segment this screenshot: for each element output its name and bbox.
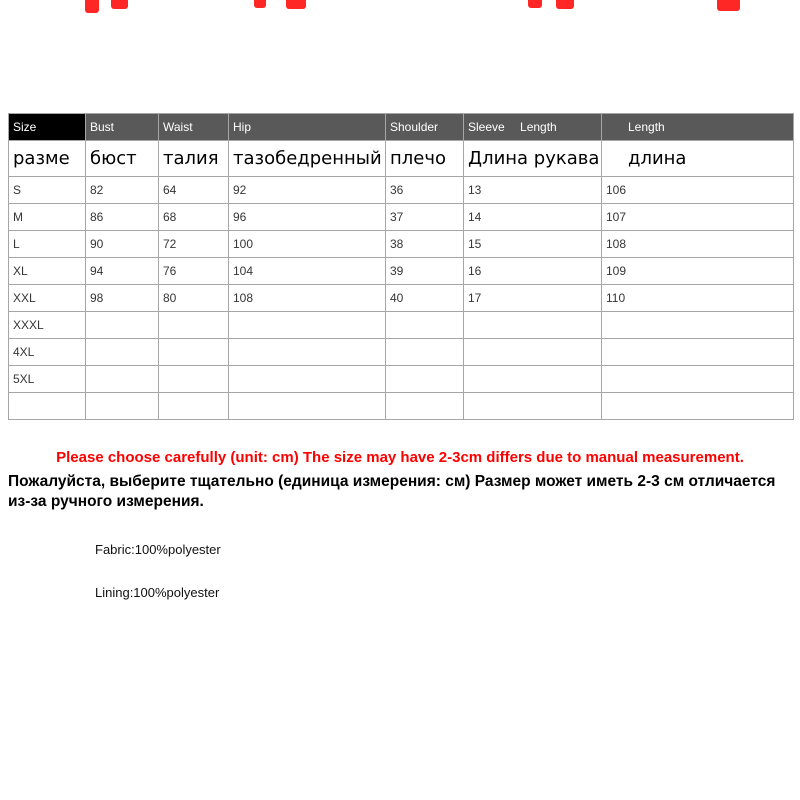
measurement-cell: 36 [386, 177, 464, 204]
measurement-cell [464, 339, 602, 366]
size-label-cell: XXL [9, 285, 86, 312]
measurement-cell: 16 [464, 258, 602, 285]
measurement-cell: 39 [386, 258, 464, 285]
col-header-size: Size [9, 114, 86, 141]
measurement-cell [386, 393, 464, 420]
table-row [9, 204, 794, 231]
measurement-cell: 86 [86, 204, 159, 231]
measurement-cell: 13 [464, 177, 602, 204]
measurement-cell [386, 339, 464, 366]
measurement-cell: 64 [159, 177, 229, 204]
measurement-cell [159, 339, 229, 366]
subheader-sleeve-length-ru: Длина рукава [464, 141, 602, 177]
size-label-cell: XL [9, 258, 86, 285]
measurement-cell [464, 393, 602, 420]
col-header-bust: Bust [86, 114, 159, 141]
measurement-cell [159, 312, 229, 339]
measurement-cell [386, 312, 464, 339]
measurement-cell: 108 [229, 285, 386, 312]
col-header-shoulder: Shoulder [386, 114, 464, 141]
measurement-cell: 109 [602, 258, 794, 285]
subheader-hip-ru: тазобедренный [229, 141, 386, 177]
measurement-cell: 68 [159, 204, 229, 231]
measurement-cell: 40 [386, 285, 464, 312]
header-row-en [9, 114, 794, 141]
cropped-text-fragment [254, 0, 266, 8]
measurement-cell: 37 [386, 204, 464, 231]
measurement-cell [602, 339, 794, 366]
table-row [9, 393, 794, 420]
measurement-cell: 106 [602, 177, 794, 204]
measurement-cell [86, 366, 159, 393]
measurement-cell [386, 366, 464, 393]
measurement-cell [86, 339, 159, 366]
measurement-cell: 92 [229, 177, 386, 204]
col-header-sleeve-length: Sleeve Length [464, 114, 602, 141]
cropped-text-fragment [717, 0, 740, 11]
cropped-text-fragment [85, 0, 99, 13]
measurement-cell: 96 [229, 204, 386, 231]
measurement-cell: 110 [602, 285, 794, 312]
subheader-length-ru: длина [602, 141, 794, 177]
size-chart-table [8, 113, 794, 420]
subheader-shoulder-ru: плечо [386, 141, 464, 177]
measurement-cell: 76 [159, 258, 229, 285]
cropped-text-fragment [111, 0, 128, 9]
table-row [9, 177, 794, 204]
measurement-cell: 15 [464, 231, 602, 258]
measurement-warning-ru: Пожалуйста, выберите тщательно (единица измерения: см) Размер может иметь 2-3 см отличается из-за ручного измерения. [8, 473, 776, 510]
measurement-cell [159, 393, 229, 420]
measurement-cell: 108 [602, 231, 794, 258]
measurement-cell: 107 [602, 204, 794, 231]
cropped-text-fragment [286, 0, 306, 9]
size-label-cell: S [9, 177, 86, 204]
measurement-cell: 98 [86, 285, 159, 312]
measurement-cell [159, 366, 229, 393]
measurement-cell [602, 393, 794, 420]
measurement-cell [464, 312, 602, 339]
measurement-warning-en: Please choose carefully (unit: cm) The size may have 2-3cm differs due to manual measurement. [56, 449, 744, 466]
measurement-cell: 14 [464, 204, 602, 231]
size-label-cell: M [9, 204, 86, 231]
measurement-cell [602, 312, 794, 339]
measurement-cell: 104 [229, 258, 386, 285]
fabric-note: Fabric:100%polyester [95, 542, 221, 557]
size-table-body [9, 177, 794, 420]
col-header-hip: Hip [229, 114, 386, 141]
measurement-cell: 38 [386, 231, 464, 258]
table-row [9, 366, 794, 393]
table-row [9, 231, 794, 258]
measurement-cell [229, 339, 386, 366]
measurement-cell [86, 312, 159, 339]
size-label-cell: XXXL [9, 312, 86, 339]
measurement-cell: 90 [86, 231, 159, 258]
table-row [9, 285, 794, 312]
size-label-cell [9, 393, 86, 420]
measurement-cell: 72 [159, 231, 229, 258]
table-row [9, 312, 794, 339]
measurement-cell [229, 312, 386, 339]
col-header-waist: Waist [159, 114, 229, 141]
table-row [9, 258, 794, 285]
col-header-length: Length [602, 114, 794, 141]
measurement-cell [86, 393, 159, 420]
header-row-ru [9, 141, 794, 177]
measurement-cell: 82 [86, 177, 159, 204]
measurement-cell [464, 366, 602, 393]
size-label-cell: L [9, 231, 86, 258]
measurement-cell: 80 [159, 285, 229, 312]
table-row [9, 339, 794, 366]
measurement-cell [229, 366, 386, 393]
cropped-text-fragment [556, 0, 574, 9]
size-label-cell: 4XL [9, 339, 86, 366]
lining-note: Lining:100%polyester [95, 585, 220, 600]
size-label-cell: 5XL [9, 366, 86, 393]
cropped-text-fragment [528, 0, 542, 8]
measurement-cell: 17 [464, 285, 602, 312]
subheader-bust-ru: бюст [86, 141, 159, 177]
measurement-cell: 94 [86, 258, 159, 285]
measurement-cell: 100 [229, 231, 386, 258]
measurement-cell [602, 366, 794, 393]
subheader-waist-ru: талия [159, 141, 229, 177]
measurement-cell [229, 393, 386, 420]
subheader-size-ru: разме [9, 141, 86, 177]
